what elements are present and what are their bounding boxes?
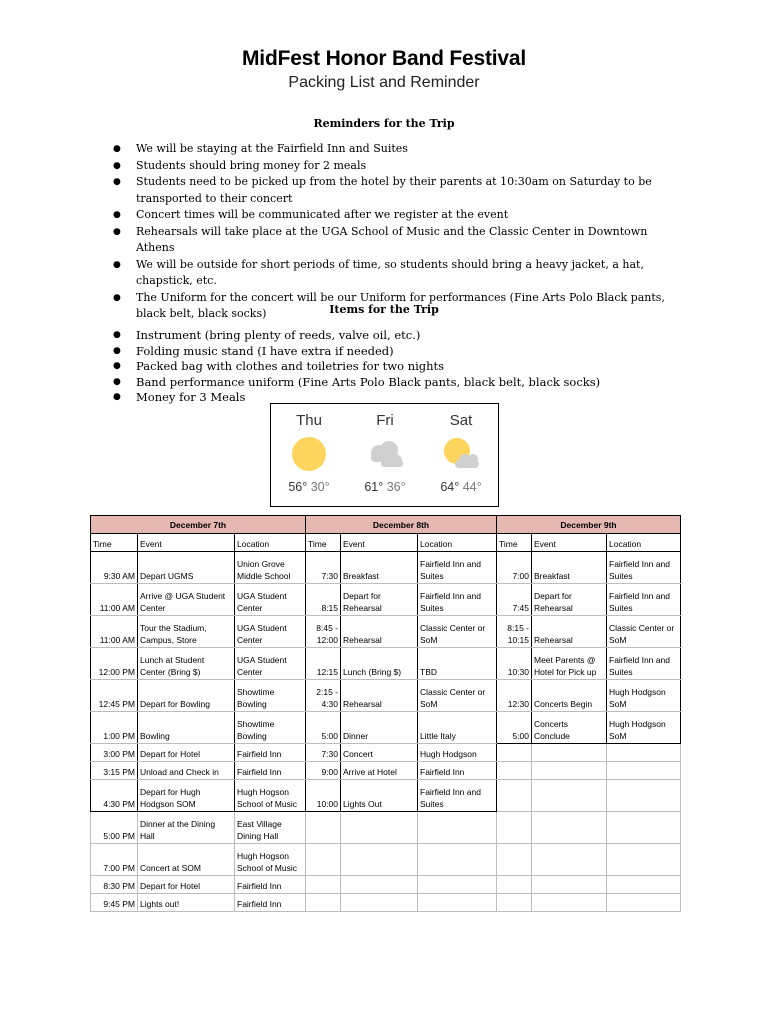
event-cell xyxy=(341,844,418,876)
time-cell: 8:15 xyxy=(306,584,341,616)
location-cell: Fairfield Inn xyxy=(235,762,306,780)
weather-low: 30° xyxy=(310,480,330,494)
event-cell: Meet Parents @ Hotel for Pick up xyxy=(532,648,607,680)
location-cell: UGA Student Center xyxy=(235,648,306,680)
location-cell: TBD xyxy=(418,648,497,680)
time-cell xyxy=(497,762,532,780)
time-cell: 5:00 xyxy=(497,712,532,744)
table-row xyxy=(91,616,681,648)
list-item: ● Packed bag with clothes and toiletries for two nights xyxy=(113,359,673,375)
time-cell: 1:00 PM xyxy=(91,712,138,744)
table-row xyxy=(91,876,681,894)
event-cell: Depart for Bowling xyxy=(138,680,235,712)
event-cell xyxy=(532,744,607,762)
weather-high: 64° xyxy=(440,480,460,494)
time-cell: 11:00 AM xyxy=(91,616,138,648)
time-cell: 8:15 - 10:15 xyxy=(497,616,532,648)
location-cell: Hugh Hogson School of Music xyxy=(235,780,306,812)
weather-day-name: Thu xyxy=(296,412,322,429)
time-cell: 9:00 xyxy=(306,762,341,780)
page-title: MidFest Honor Band Festival xyxy=(242,47,526,70)
location-cell: Showtime Bowling xyxy=(235,712,306,744)
list-item: ● Band performance uniform (Fine Arts Polo Black pants, black belt, black socks) xyxy=(113,375,673,391)
location-cell: Little Italy xyxy=(418,712,497,744)
event-cell xyxy=(532,844,607,876)
time-cell: 9:30 AM xyxy=(91,552,138,584)
event-cell: Lights out! xyxy=(138,894,235,912)
time-cell xyxy=(497,894,532,912)
location-cell: UGA Student Center xyxy=(235,616,306,648)
location-cell: Hugh Hodgson xyxy=(418,744,497,762)
event-cell: Depart for Rehearsal xyxy=(341,584,418,616)
schedule-table xyxy=(90,515,681,912)
time-cell xyxy=(306,876,341,894)
time-cell: 3:15 PM xyxy=(91,762,138,780)
location-cell xyxy=(607,876,681,894)
event-cell: Lunch at Student Center (Bring $) xyxy=(138,648,235,680)
table-row xyxy=(91,680,681,712)
event-cell: Depart for Hotel xyxy=(138,744,235,762)
partly-cloudy-icon xyxy=(441,436,481,472)
time-cell xyxy=(306,844,341,876)
time-cell: 7:45 xyxy=(497,584,532,616)
time-cell xyxy=(497,812,532,844)
location-cell xyxy=(418,876,497,894)
location-cell xyxy=(607,762,681,780)
event-cell: Dinner xyxy=(341,712,418,744)
table-row xyxy=(91,812,681,844)
items-heading: Items for the Trip xyxy=(329,303,439,316)
time-cell: 7:30 xyxy=(306,552,341,584)
location-cell: Fairfield Inn and Suites xyxy=(418,780,497,812)
list-item: ● We will be staying at the Fairfield Inn and Suites xyxy=(113,141,673,158)
column-header: Event xyxy=(532,534,607,552)
table-row xyxy=(91,552,681,584)
list-item: ● Concert times will be communicated after we register at the event xyxy=(113,207,673,224)
location-cell: Fairfield Inn and Suites xyxy=(607,648,681,680)
day-header: December 8th xyxy=(306,516,497,534)
column-header: Location xyxy=(418,534,497,552)
column-header: Location xyxy=(235,534,306,552)
location-cell: Hugh Hogson School of Music xyxy=(235,844,306,876)
reminders-list xyxy=(113,141,673,323)
time-cell: 8:45 - 12:00 xyxy=(306,616,341,648)
location-cell: Fairfield Inn and Suites xyxy=(418,584,497,616)
list-item: ● Instrument (bring plenty of reeds, valve oil, etc.) xyxy=(113,328,673,344)
weather-day-name: Fri xyxy=(376,412,394,429)
location-cell xyxy=(418,844,497,876)
list-item: ● Folding music stand (I have extra if needed) xyxy=(113,344,673,360)
event-cell: Arrive at Hotel xyxy=(341,762,418,780)
time-cell: 7:00 xyxy=(497,552,532,584)
weather-high: 56° xyxy=(288,480,308,494)
weather-low: 36° xyxy=(386,480,406,494)
time-cell: 8:30 PM xyxy=(91,876,138,894)
time-cell: 12:30 xyxy=(497,680,532,712)
event-cell xyxy=(532,812,607,844)
event-cell xyxy=(532,762,607,780)
time-cell: 12:15 xyxy=(306,648,341,680)
table-row xyxy=(91,584,681,616)
event-cell xyxy=(532,780,607,812)
event-cell: Depart UGMS xyxy=(138,552,235,584)
column-header: Time xyxy=(497,534,532,552)
event-cell xyxy=(341,876,418,894)
event-cell: Bowling xyxy=(138,712,235,744)
event-cell: Depart for Hugh Hodgson SOM xyxy=(138,780,235,812)
list-item: ● Rehearsals will take place at the UGA School of Music and the Classic Center in Downtown Athens xyxy=(113,224,673,257)
location-cell xyxy=(418,894,497,912)
location-cell xyxy=(607,744,681,762)
list-item: ● Students need to be picked up from the hotel by their parents at 10:30am on Saturday to be transported to their concert xyxy=(113,174,673,207)
time-cell: 3:00 PM xyxy=(91,744,138,762)
event-cell xyxy=(532,876,607,894)
location-cell: Fairfield Inn and Suites xyxy=(607,552,681,584)
table-row xyxy=(91,762,681,780)
list-item: ● The Uniform for the concert will be our Uniform for performances (Fine Arts Polo Black pants, black belt, black socks) xyxy=(113,290,673,323)
location-cell xyxy=(607,844,681,876)
location-cell: Hugh Hodgson SoM xyxy=(607,712,681,744)
event-cell: Concerts Conclude xyxy=(532,712,607,744)
sun-icon xyxy=(289,436,329,472)
location-cell xyxy=(418,812,497,844)
time-cell: 7:00 PM xyxy=(91,844,138,876)
column-header: Location xyxy=(607,534,681,552)
location-cell xyxy=(607,780,681,812)
location-cell: Fairfield Inn xyxy=(235,876,306,894)
event-cell: Rehearsal xyxy=(341,616,418,648)
event-cell: Rehearsal xyxy=(341,680,418,712)
column-header: Event xyxy=(341,534,418,552)
event-cell: Dinner at the Dining Hall xyxy=(138,812,235,844)
time-cell: 10:00 xyxy=(306,780,341,812)
time-cell xyxy=(497,844,532,876)
schedule-column-header-row xyxy=(91,534,681,552)
time-cell: 10:30 xyxy=(497,648,532,680)
table-row xyxy=(91,648,681,680)
list-item: ● Money for 3 Meals xyxy=(113,390,673,406)
column-header: Event xyxy=(138,534,235,552)
event-cell: Concert at SOM xyxy=(138,844,235,876)
items-list xyxy=(113,328,673,406)
weather-temps xyxy=(423,480,499,494)
weather-low: 44° xyxy=(462,480,482,494)
location-cell: Union Grove Middle School xyxy=(235,552,306,584)
time-cell xyxy=(306,812,341,844)
event-cell: Concert xyxy=(341,744,418,762)
event-cell: Lights Out xyxy=(341,780,418,812)
location-cell: Showtime Bowling xyxy=(235,680,306,712)
time-cell: 2:15 - 4:30 xyxy=(306,680,341,712)
time-cell: 7:30 xyxy=(306,744,341,762)
weather-temps xyxy=(347,480,423,494)
event-cell: Concerts Begin xyxy=(532,680,607,712)
time-cell: 5:00 xyxy=(306,712,341,744)
event-cell xyxy=(532,894,607,912)
location-cell: Fairfield Inn xyxy=(235,894,306,912)
table-row xyxy=(91,712,681,744)
location-cell: UGA Student Center xyxy=(235,584,306,616)
day-header: December 7th xyxy=(91,516,306,534)
event-cell: Unload and Check in xyxy=(138,762,235,780)
table-row xyxy=(91,780,681,812)
time-cell: 12:00 PM xyxy=(91,648,138,680)
day-header: December 9th xyxy=(497,516,681,534)
weather-day-name: Sat xyxy=(449,412,473,429)
weather-temps xyxy=(271,480,347,494)
location-cell: Classic Center or SoM xyxy=(418,680,497,712)
location-cell xyxy=(607,894,681,912)
reminders-heading: Reminders for the Trip xyxy=(313,117,455,130)
time-cell: 12:45 PM xyxy=(91,680,138,712)
event-cell: Depart for Hotel xyxy=(138,876,235,894)
time-cell: 5:00 PM xyxy=(91,812,138,844)
list-item: ● We will be outside for short periods of time, so students should bring a heavy jacket, a hat, chapstick, etc. xyxy=(113,257,673,290)
time-cell: 11:00 AM xyxy=(91,584,138,616)
schedule-day-header-row xyxy=(91,516,681,534)
event-cell: Depart for Rehearsal xyxy=(532,584,607,616)
event-cell: Breakfast xyxy=(341,552,418,584)
event-cell xyxy=(341,894,418,912)
location-cell xyxy=(607,812,681,844)
weather-widget xyxy=(270,403,499,507)
time-cell xyxy=(497,780,532,812)
event-cell: Rehearsal xyxy=(532,616,607,648)
location-cell: Fairfield Inn xyxy=(418,762,497,780)
time-cell xyxy=(497,876,532,894)
event-cell: Lunch (Bring $) xyxy=(341,648,418,680)
location-cell: East Village Dining Hall xyxy=(235,812,306,844)
location-cell: Fairfield Inn xyxy=(235,744,306,762)
table-row xyxy=(91,844,681,876)
time-cell: 4:30 PM xyxy=(91,780,138,812)
time-cell xyxy=(306,894,341,912)
location-cell: Fairfield Inn and Suites xyxy=(418,552,497,584)
time-cell: 9:45 PM xyxy=(91,894,138,912)
column-header: Time xyxy=(91,534,138,552)
location-cell: Classic Center or SoM xyxy=(607,616,681,648)
column-header: Time xyxy=(306,534,341,552)
table-row xyxy=(91,744,681,762)
time-cell xyxy=(497,744,532,762)
list-item: ● Students should bring money for 2 meals xyxy=(113,158,673,175)
location-cell: Hugh Hodgson SoM xyxy=(607,680,681,712)
page-subtitle: Packing List and Reminder xyxy=(288,74,480,91)
event-cell xyxy=(341,812,418,844)
location-cell: Fairfield Inn and Suites xyxy=(607,584,681,616)
location-cell: Classic Center or SoM xyxy=(418,616,497,648)
table-row xyxy=(91,894,681,912)
event-cell: Breakfast xyxy=(532,552,607,584)
cloudy-icon xyxy=(365,436,405,472)
weather-high: 61° xyxy=(364,480,384,494)
event-cell: Tour the Stadium, Campus, Store xyxy=(138,616,235,648)
event-cell: Arrive @ UGA Student Center xyxy=(138,584,235,616)
